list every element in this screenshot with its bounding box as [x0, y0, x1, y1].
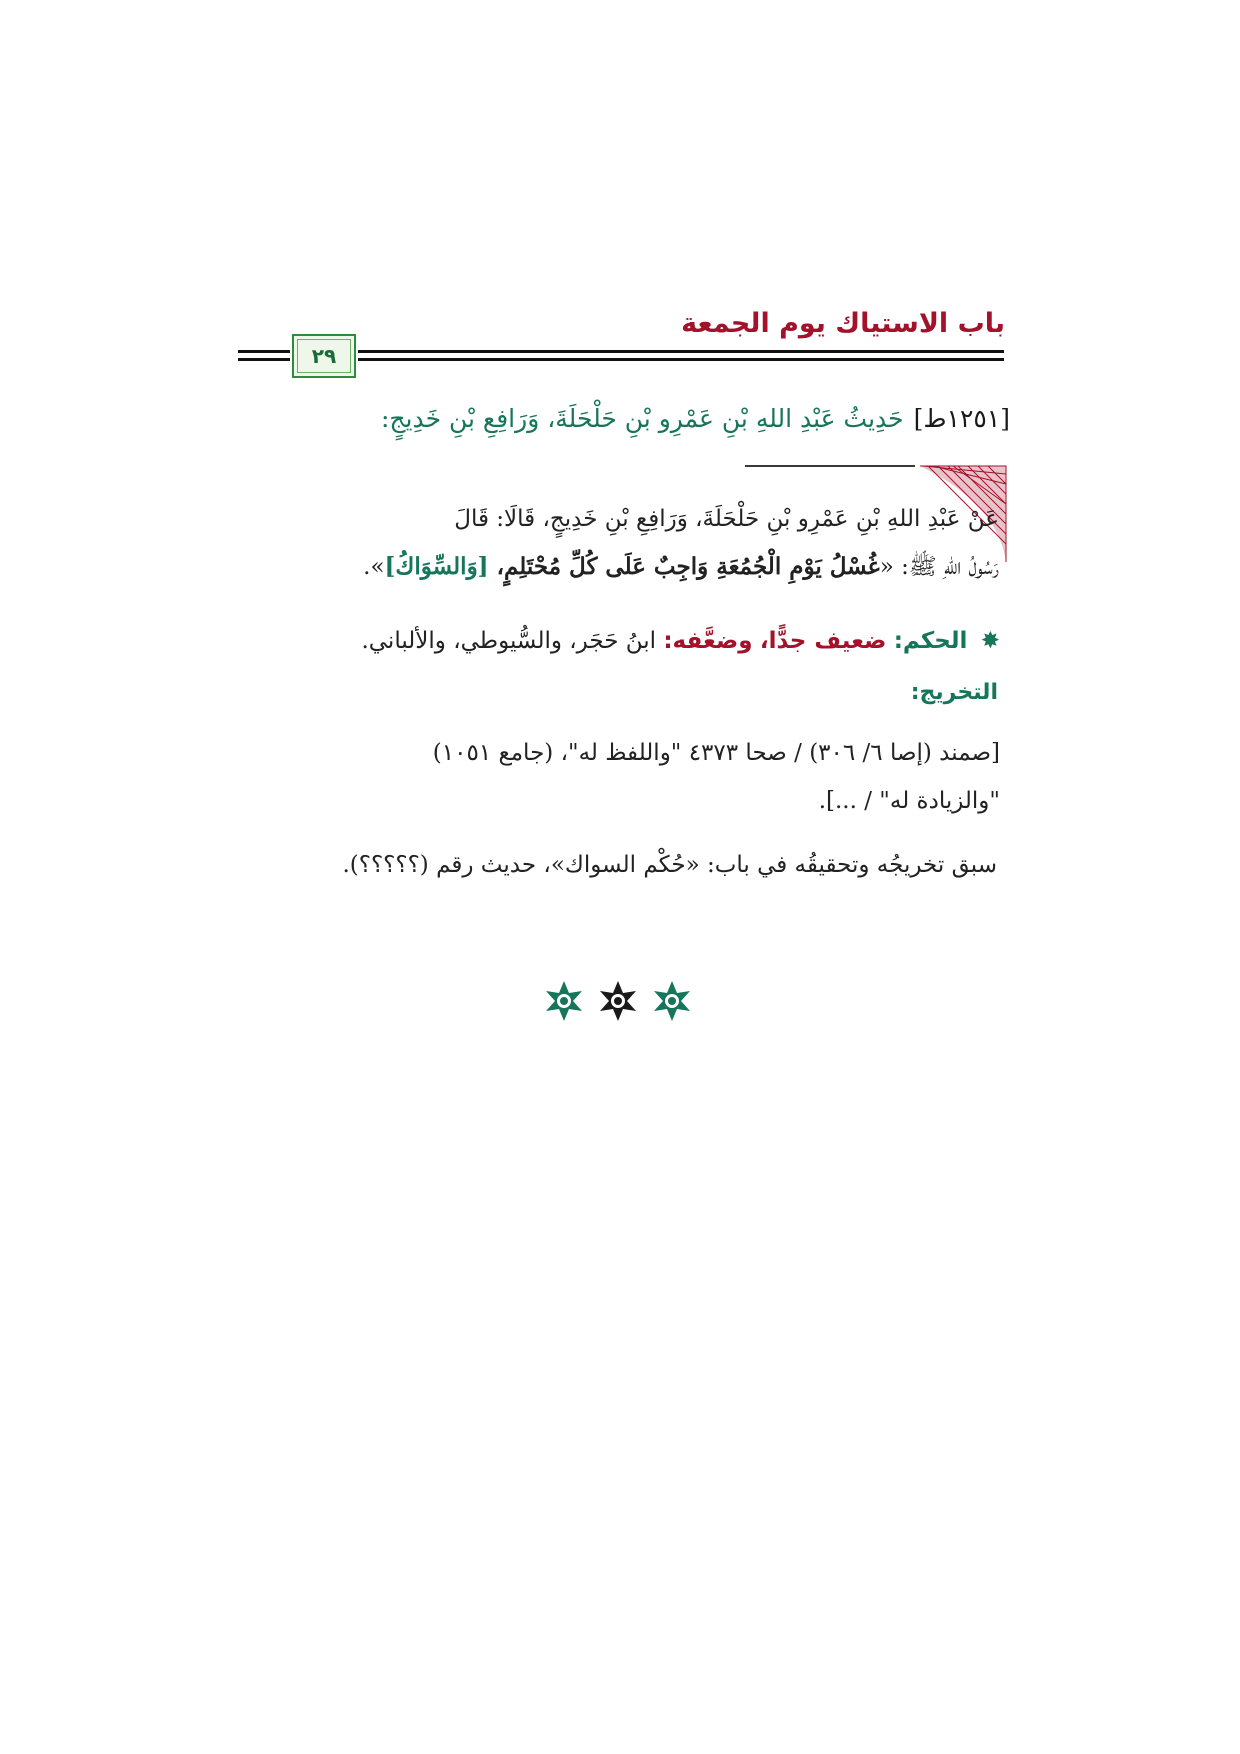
chapter-title: باب الاستياك يوم الجمعة	[681, 308, 1005, 339]
hadith-text-line-1: عَنْ عَبْدِ اللهِ بْنِ عَمْرِو بْنِ حَلْحَلَةَ، وَرَافِعِ بْنِ خَدِيجٍ، قَالَا: قَالَ	[454, 506, 999, 532]
end-ornaments	[538, 978, 698, 1024]
star-ornament-icon	[654, 981, 690, 1021]
star-ornament-icon	[546, 981, 582, 1021]
reference-line-2: "والزيادة له" / ...].	[818, 788, 1000, 814]
takhrij-heading: التخريج:	[910, 680, 998, 705]
title-underline	[745, 465, 915, 467]
note-line: سبق تخريجُه وتحقيقُه في باب: «حُكْم السواك»، حديث رقم (؟؟؟؟؟).	[342, 852, 997, 878]
hadith-text-suffix: ».	[363, 554, 385, 580]
hadith-matn: غُسْلُ يَوْمِ الْجُمُعَةِ وَاجِبٌ عَلَى كُلِّ مُحْتَلِمٍ،	[496, 553, 880, 580]
hadith-text-line-2	[363, 552, 999, 586]
header-rule-right-top	[358, 350, 1004, 353]
hadith-number: [١٢٥١ط]	[913, 404, 1010, 433]
star-ornament-icon: ✸	[980, 628, 1000, 654]
hadith-text-prefix: رَسُولُ اللهِ ﷺ: «	[879, 554, 999, 580]
star-ornament-icon	[600, 981, 636, 1021]
hadith-addition: [وَالسِّوَاكُ]	[384, 553, 497, 580]
hadith-title: حَدِيثُ عَبْدِ اللهِ بْنِ عَمْرِو بْنِ حَلْحَلَةَ، وَرَافِعِ بْنِ خَدِيجٍ:	[380, 404, 904, 433]
weakened-by-value: ابنُ حَجَر، والسُّيوطي، والألباني.	[361, 628, 657, 654]
ruling-value: ضعيف جدًّا،	[759, 628, 887, 654]
ruling-label: الحكم:	[893, 628, 968, 654]
header-rule-right-bottom	[358, 358, 1004, 361]
header-rule-left-top	[238, 350, 290, 353]
ruling-line	[361, 628, 1000, 654]
weakened-by-label: وضعَّفه:	[663, 628, 753, 654]
hadith-heading	[381, 404, 1010, 433]
header-rule-left-bottom	[238, 358, 290, 361]
reference-line-1: [صمند (إصا ٦/ ٣٠٦) / صحا ٤٣٧٣ "واللفظ له"، (جامع ١٠٥١)	[432, 740, 1000, 766]
page-number: ٢٩	[311, 344, 337, 368]
page-number-frame	[292, 334, 356, 378]
